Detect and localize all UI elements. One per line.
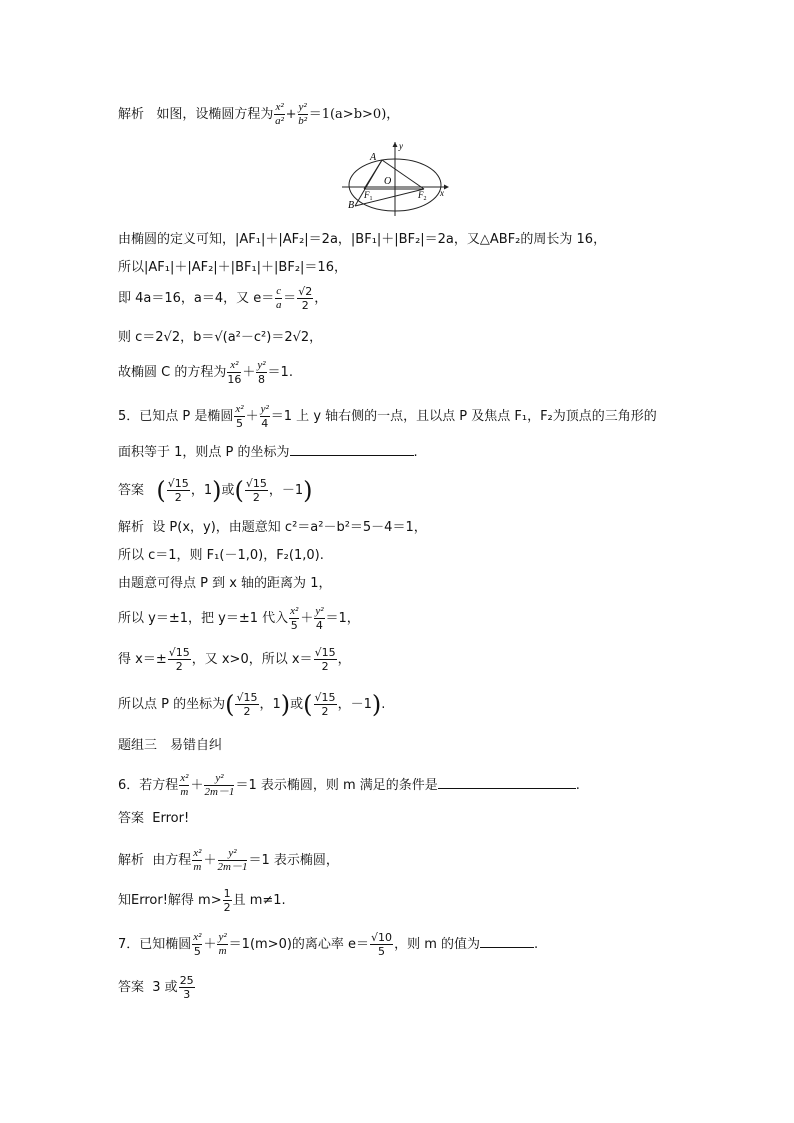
fraction: $\frac{\text{y²}}{2m-1}$	[204, 772, 235, 798]
question-6: 6．若方程 $\frac{\text{x²}}{m}$ ＋ $\frac{\text{y²}}{2m-1}$ ＝1 表示椭圆，则 m 满足的条件是 .	[118, 772, 580, 798]
question-5: 5．已知点 P 是椭圆 $\frac{\text{x²}}{5}$ ＋ $\frac{\text{y²}}{4}$ ＝1 上 y 轴右侧的一点，且以点 P 及焦点 F₁，F₂为顶点的三角形的	[118, 403, 657, 430]
text-line: 所以|AF₁|＋|AF₂|＋|BF₁|＋|BF₂|＝16，	[118, 260, 347, 275]
ellipse-figure	[340, 140, 454, 216]
fraction: $\frac{√15}{2}$	[168, 646, 190, 673]
text-line: 所以点 P 的坐标为( $\frac{√15}{2}$ ，1)或( $\frac{√15}{2}$ ，－1).	[118, 690, 386, 719]
question-5-cont: 面积等于 1，则点 P 的坐标为 .	[118, 445, 418, 460]
label-b: B	[348, 200, 355, 211]
solution-intro: 解析 如图，设椭圆方程为 $\frac{\text{x²}}{\text{a²}}$ + $\frac{\text{y²}}{\text{b²}}$ ＝1(a>b>0)，	[118, 101, 400, 127]
answer-blank[interactable]	[290, 454, 414, 456]
fraction: $\frac{√15}{2}$	[314, 646, 336, 673]
text-line: 由椭圆的定义可知，|AF₁|＋|AF₂|＝2a，|BF₁|＋|BF₂|＝2a，又△ABF₂的周长为 16，	[118, 232, 607, 247]
fraction: $\frac{√2}{2}$	[298, 285, 313, 312]
text-line: 即 4a＝16，a＝4，又 e＝ $\frac{c}{a}$ ＝ $\frac{√2}{2}$ ，	[118, 285, 328, 312]
fraction: $\frac{\text{x²}}{5}$	[235, 403, 244, 430]
solution-5: 解析 设 P(x，y)，由题意知 c²＝a²－b²＝5－4＝1，	[118, 520, 427, 535]
answer-6: 答案 Error!	[118, 811, 190, 826]
label-o: O	[384, 176, 392, 187]
fraction: $\frac{\text{y²}}{m}$	[218, 931, 227, 957]
fraction: $\frac{√15}{2}$	[314, 691, 336, 718]
fraction: $\frac{\text{x²}}{5}$	[290, 605, 299, 632]
fraction: $\frac{√10}{5}$	[371, 931, 393, 958]
fraction: $\frac{\text{y²}}{4}$	[260, 403, 269, 430]
fraction: $\frac{25}{3}$	[179, 974, 194, 1001]
label-f1: $F_1$	[364, 190, 373, 202]
fraction: $\frac{√15}{2}$	[245, 477, 267, 504]
answer-7: 答案 3 或 $\frac{25}{3}$	[118, 974, 194, 1001]
answer-tag: 答案	[118, 483, 145, 498]
fraction: $\frac{\text{x²}}{m}$	[193, 847, 202, 873]
label-y: y	[399, 141, 403, 151]
fraction: $\frac{\text{y²}}{\text{b²}}$	[298, 101, 308, 127]
fraction: $\frac{\text{x²}}{\text{a²}}$	[275, 101, 284, 127]
text-line: 故椭圆 C 的方程为 $\frac{\text{x²}}{16}$ ＋ $\frac{\text{y²}}{8}$ ＝1.	[118, 359, 293, 386]
answer-blank[interactable]	[438, 787, 576, 789]
text-line: 由题意可得点 P 到 x 轴的距离为 1，	[118, 576, 332, 591]
fraction: $\frac{√15}{2}$	[167, 477, 189, 504]
answer-5: 答案 ( $\frac{√15}{2}$ ，1)或( $\frac{√15}{2}$ ，－1)	[118, 476, 313, 505]
fraction: $\frac{\text{x²}}{16}$	[227, 359, 242, 386]
label-x: x	[440, 188, 444, 198]
text-line: 所以 y＝±1，把 y＝±1 代入 $\frac{\text{x²}}{5}$ ＋ $\frac{\text{y²}}{4}$ ＝1，	[118, 605, 360, 632]
label-f2: $F_2$	[418, 190, 427, 202]
text-line: 得 x＝± $\frac{√15}{2}$ ，又 x>0，所以 x＝ $\frac{√15}{2}$ ，	[118, 646, 351, 673]
solution-tag: 解析	[118, 107, 145, 122]
fraction: $\frac{\text{y²}}{2m-1}$	[217, 847, 248, 873]
solution-6: 解析 由方程 $\frac{\text{x²}}{m}$ ＋ $\frac{\text{y²}}{2m-1}$ ＝1 表示椭圆，	[118, 847, 339, 873]
fraction: $\frac{c}{a}$	[275, 285, 282, 311]
fraction: $\frac{\text{y²}}{8}$	[257, 359, 266, 386]
question-7: 7．已知椭圆 $\frac{\text{x²}}{5}$ ＋ $\frac{\text{y²}}{m}$ ＝1(m>0)的离心率 e＝ $\frac{√10}{5}$ ，则 m 的值为 .	[118, 931, 539, 958]
fraction: $\frac{\text{x²}}{m}$	[180, 772, 189, 798]
answer-blank[interactable]	[480, 946, 534, 948]
label-a: A	[370, 152, 377, 163]
text-line: 所以 c＝1，则 F₁(－1,0)，F₂(1,0).	[118, 548, 324, 563]
fraction: $\frac{√15}{2}$	[236, 691, 258, 718]
fraction: $\frac{\text{y²}}{4}$	[315, 605, 324, 632]
text-line: 则 c＝2√2，b＝√(a²－c²)＝2√2，	[118, 330, 323, 345]
group-heading: 题组三 易错自纠	[118, 738, 223, 753]
fraction: $\frac{1}{2}$	[223, 887, 231, 914]
fraction: $\frac{\text{x²}}{5}$	[193, 931, 202, 958]
text-line: 知Error!解得 m> $\frac{1}{2}$ 且 m≠1.	[118, 887, 286, 914]
